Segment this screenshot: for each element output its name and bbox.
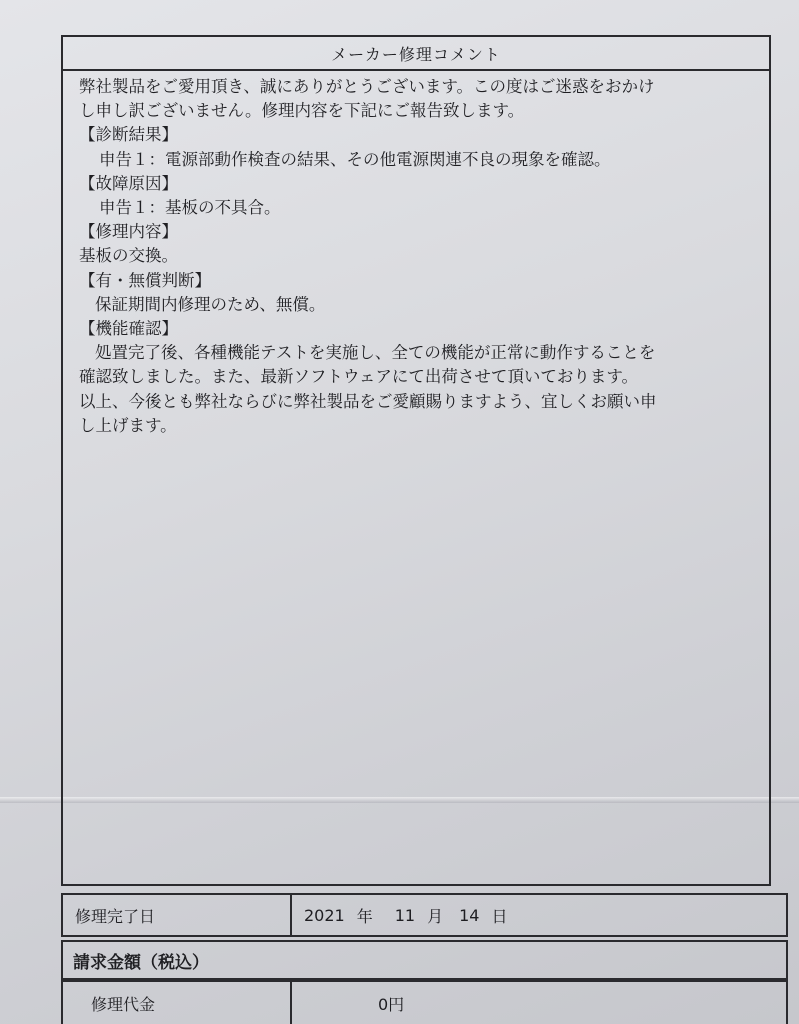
comment-line: 申告１：電源部動作検査の結果、その他電源関連不良の現象を確認。 [99, 149, 611, 169]
repair-fee-row [61, 980, 788, 1024]
comment-line: し上げます。 [79, 415, 177, 435]
repair-comment-box [61, 35, 771, 886]
comment-line: 処置完了後、各種機能テストを実施し、全ての機能が正常に動作することを [95, 343, 656, 363]
section-heading-repair: 【修理内容】 [79, 222, 178, 242]
comment-line: 確認致しました。また、最新ソフトウェアにて出荷させて頂いております。 [79, 367, 639, 387]
completion-day: 14 [459, 905, 480, 925]
completion-year: 2021 [304, 905, 345, 925]
completion-month: 11 [394, 905, 416, 925]
section-heading-cause: 【故障原因】 [79, 173, 178, 193]
comment-line: 弊社製品をご愛用頂き、誠にありがとうございます。この度はご迷惑をおかけ [79, 77, 655, 96]
comment-line: し申し訳ございません。修理内容を下記にご報告致します。 [79, 101, 525, 121]
section-heading-charge-decision: 【有・無償判断】 [79, 270, 211, 290]
section-heading-function-check: 【機能確認】 [79, 319, 178, 339]
completion-year-unit: 年 [356, 906, 373, 926]
repair-comment-body [63, 71, 769, 438]
completion-date-label: 修理完了日 [63, 895, 292, 935]
comment-line: 以上、今後とも弊社ならびに弊社製品をご愛顧賜りますよう、宜しくお願い申 [79, 391, 657, 411]
comment-line: 申告１：基板の不具合。 [99, 198, 281, 218]
billing-amount-header: 請求金額（税込） [61, 940, 788, 980]
repair-fee-value: 0円 [378, 994, 405, 1014]
comment-line: 保証期間内修理のため、無償。 [95, 294, 326, 314]
section-heading-diagnosis: 【診断結果】 [79, 125, 178, 145]
repair-comment-header: メーカー修理コメント [63, 37, 769, 71]
comment-line: 基板の交換。 [79, 246, 178, 266]
completion-date-row [61, 893, 788, 937]
repair-fee-label: 修理代金 [63, 982, 292, 1024]
completion-month-unit: 月 [427, 906, 444, 926]
completion-date-value [292, 904, 786, 927]
completion-day-unit: 日 [491, 906, 508, 926]
